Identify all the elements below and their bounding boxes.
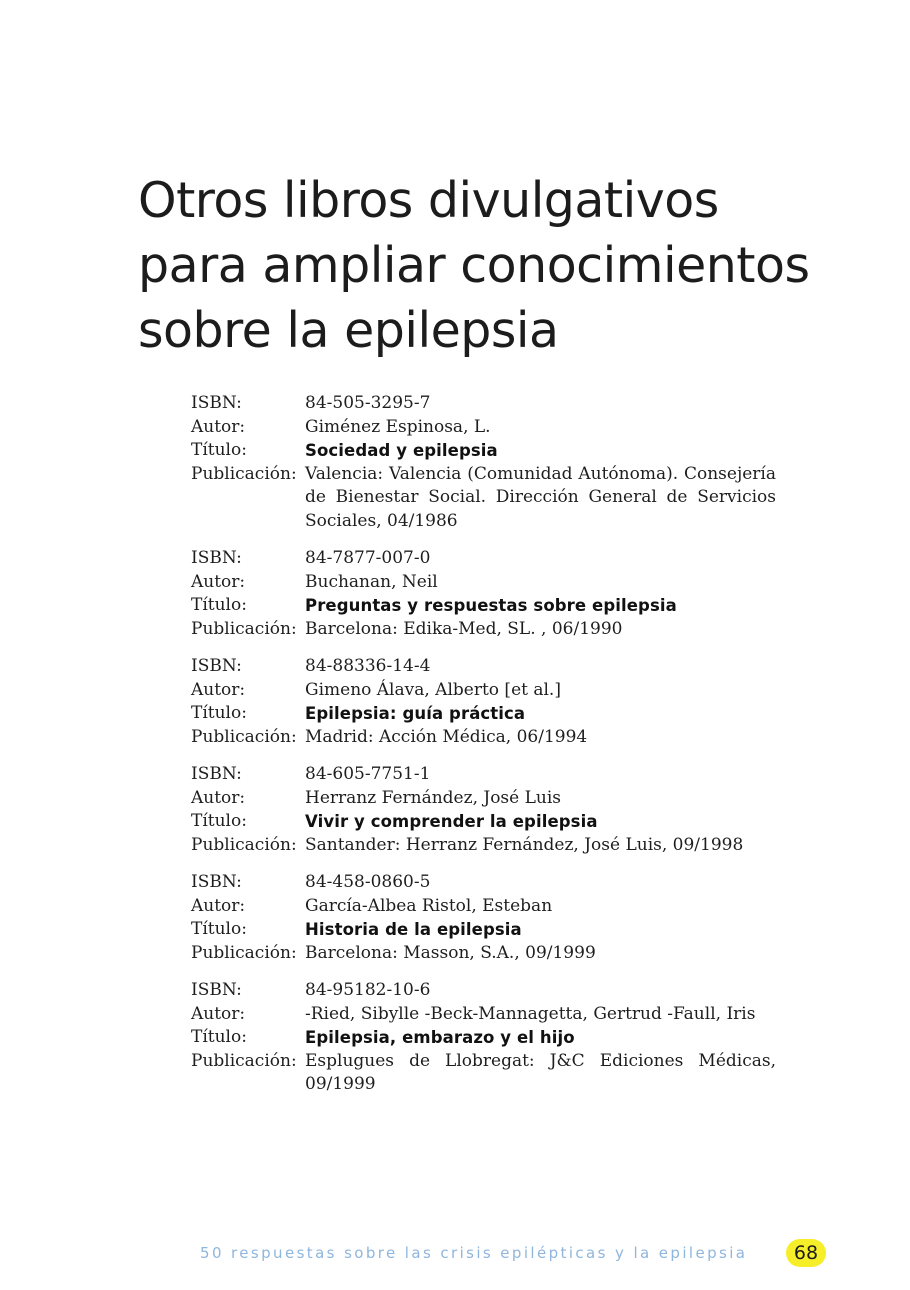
author-label: Autor: <box>191 571 246 592</box>
publication-row <box>191 942 776 966</box>
isbn-label: ISBN: <box>191 548 242 568</box>
isbn-row <box>191 979 776 1003</box>
isbn-label: ISBN: <box>191 393 242 413</box>
book-title: Epilepsia: guía práctica <box>305 704 526 723</box>
publication-value: Barcelona: Masson, S.A., 09/1999 <box>305 942 596 963</box>
author-label: Autor: <box>191 416 246 437</box>
isbn-row <box>191 871 776 895</box>
publication-row <box>191 834 776 858</box>
author-label: Autor: <box>191 787 246 808</box>
isbn-label: ISBN: <box>191 656 242 676</box>
title-row <box>191 1026 776 1050</box>
book-title: Historia de la epilepsia <box>305 920 522 939</box>
author-row <box>191 571 776 595</box>
publication-row <box>191 1050 776 1097</box>
author-value: -Ried, Sibylle -Beck-Mannagetta, Gertrud -Faull, Iris <box>305 1003 756 1024</box>
page-title-line: sobre la epilepsia <box>138 302 559 359</box>
book-list <box>191 392 776 1111</box>
author-row <box>191 895 776 919</box>
book-record <box>191 979 776 1097</box>
page-title <box>138 168 838 363</box>
isbn-row <box>191 763 776 787</box>
book-record <box>191 655 776 749</box>
isbn-value: 84-95182-10-6 <box>305 980 431 1000</box>
isbn-value: 84-505-3295-7 <box>305 393 431 413</box>
isbn-label: ISBN: <box>191 980 242 1000</box>
title-label: Título: <box>191 919 247 939</box>
title-row <box>191 439 776 463</box>
title-label: Título: <box>191 1027 247 1047</box>
author-label: Autor: <box>191 679 246 700</box>
publication-row <box>191 726 776 750</box>
publication-value: Valencia: Valencia (Comunidad Autónoma). Consejería de Bienestar Social. Dirección General de Servicios Sociales, 04/1986 <box>305 463 776 531</box>
title-row <box>191 810 776 834</box>
publication-value: Santander: Herranz Fernández, José Luis, 09/1998 <box>305 834 744 855</box>
title-row <box>191 918 776 942</box>
author-row <box>191 787 776 811</box>
author-row <box>191 1003 776 1027</box>
title-label: Título: <box>191 595 247 615</box>
author-row <box>191 416 776 440</box>
isbn-row <box>191 547 776 571</box>
publication-label: Publicación: <box>191 1050 297 1071</box>
book-record <box>191 392 776 533</box>
publication-label: Publicación: <box>191 463 297 484</box>
author-value: Gimeno Álava, Alberto [et al.] <box>305 679 561 700</box>
publication-row <box>191 618 776 642</box>
publication-label: Publicación: <box>191 618 297 639</box>
isbn-value: 84-7877-007-0 <box>305 548 431 568</box>
publication-value: Esplugues de Llobregat: J&C Ediciones Médicas, 09/1999 <box>305 1050 776 1094</box>
title-label: Título: <box>191 811 247 831</box>
footer-book-title: 50 respuestas sobre las crisis epilépticas y la epilepsia <box>200 1244 748 1262</box>
publication-value: Barcelona: Edika-Med, SL. , 06/1990 <box>305 618 623 639</box>
title-label: Título: <box>191 703 247 723</box>
publication-value: Madrid: Acción Médica, 06/1994 <box>305 726 588 747</box>
author-label: Autor: <box>191 1003 246 1024</box>
isbn-label: ISBN: <box>191 872 242 892</box>
publication-row <box>191 463 776 534</box>
book-title: Epilepsia, embarazo y el hijo <box>305 1028 575 1047</box>
book-record <box>191 547 776 641</box>
isbn-label: ISBN: <box>191 764 242 784</box>
page-number-badge: 68 <box>786 1239 826 1267</box>
title-row <box>191 594 776 618</box>
book-record <box>191 763 776 857</box>
isbn-value: 84-88336-14-4 <box>305 656 431 676</box>
book-title: Sociedad y epilepsia <box>305 441 498 460</box>
author-value: Herranz Fernández, José Luis <box>305 787 562 808</box>
title-row <box>191 702 776 726</box>
book-title: Preguntas y respuestas sobre epilepsia <box>305 596 677 615</box>
page-title-line: para ampliar conocimientos <box>138 237 810 294</box>
book-title: Vivir y comprender la epilepsia <box>305 812 598 831</box>
author-label: Autor: <box>191 895 246 916</box>
publication-label: Publicación: <box>191 726 297 747</box>
author-value: Buchanan, Neil <box>305 571 438 592</box>
isbn-value: 84-605-7751-1 <box>305 764 431 784</box>
page-title-line: Otros libros divulgativos <box>138 172 719 229</box>
publication-label: Publicación: <box>191 942 297 963</box>
title-label: Título: <box>191 440 247 460</box>
isbn-row <box>191 655 776 679</box>
author-value: García-Albea Ristol, Esteban <box>305 895 553 916</box>
publication-label: Publicación: <box>191 834 297 855</box>
book-record <box>191 871 776 965</box>
author-value: Giménez Espinosa, L. <box>305 416 491 437</box>
isbn-value: 84-458-0860-5 <box>305 872 431 892</box>
author-row <box>191 679 776 703</box>
isbn-row <box>191 392 776 416</box>
